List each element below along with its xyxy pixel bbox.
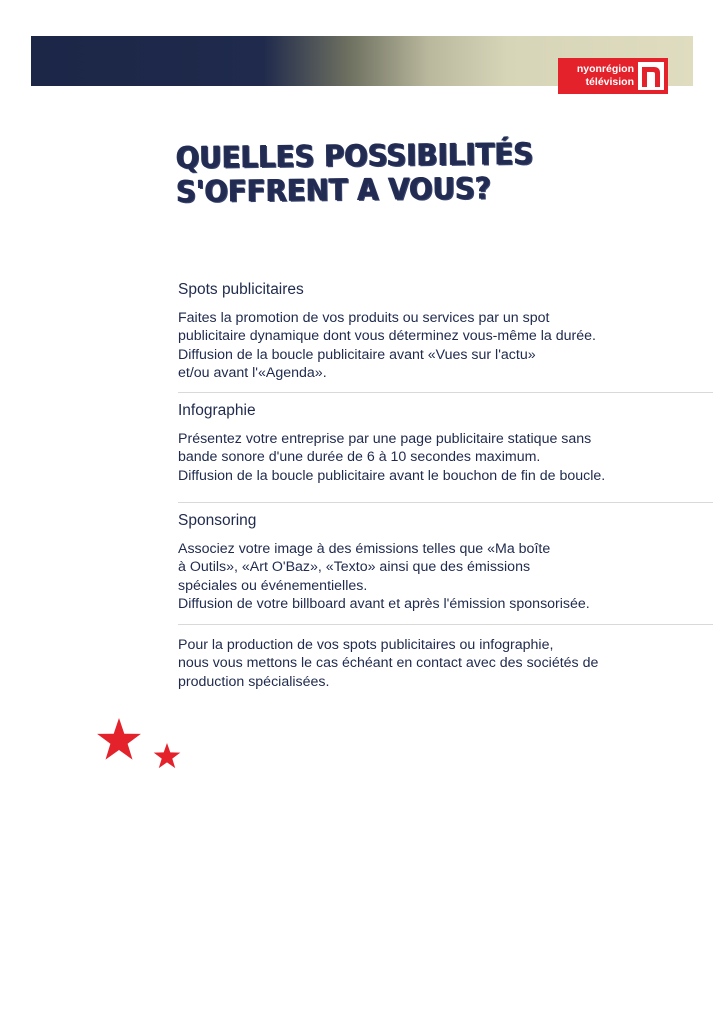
main-content [178,280,713,691]
logo-text [558,63,638,89]
section-infographie [178,401,713,503]
star-icon [154,743,181,768]
body-line: Diffusion de votre billboard avant et après l'émission sponsorisée. [178,596,590,613]
body-line: spéciales ou événementielles. [178,577,368,594]
section-title: Sponsoring [178,512,257,529]
star-icon [97,718,141,760]
decorative-stars [94,716,184,781]
headline-line1: QUELLES POSSIBILITÉS [175,136,534,176]
section-sponsoring [178,511,713,625]
logo-n-icon [638,62,664,90]
closing-paragraph [178,636,713,691]
headline-line2: S'OFFRENT A VOUS? [176,171,492,210]
section-body [178,540,713,614]
body-line: bande sonore d'une durée de 6 à 10 secondes maximum. [178,449,541,466]
body-line: Présentez votre entreprise par une page publicitaire statique sans [178,431,592,447]
section-spots [178,280,713,393]
logo-line1: nyonrégion [576,63,634,75]
body-line: Diffusion de la boucle publicitaire avant le bouchon de fin de boucle. [178,467,606,484]
body-line: Associez votre image à des émissions telles que «Ma boîte [178,541,551,557]
closing-line: nous vous mettons le cas échéant en contact avec des sociétés de [178,655,599,672]
logo-line2: télévision [585,76,634,88]
section-title: Spots publicitaires [178,281,304,298]
body-line: publicitaire dynamique dont vous déterminez vous-même la durée. [178,328,596,345]
closing-line: Pour la production de vos spots publicitaires ou infographie, [178,637,554,653]
section-body [178,430,713,485]
closing-line: production spécialisées. [178,673,330,690]
page-headline [176,138,534,210]
body-line: Diffusion de la boucle publicitaire avant «Vues sur l'actu» [178,346,536,363]
body-line: Faites la promotion de vos produits ou services par un spot [178,310,550,326]
body-line: et/ou avant l'«Agenda». [178,365,327,382]
section-body [178,309,713,383]
section-title: Infographie [178,402,256,419]
nyonregion-logo [558,58,668,94]
body-line: à Outils», «Art O'Baz», «Texto» ainsi que des émissions [178,559,531,576]
